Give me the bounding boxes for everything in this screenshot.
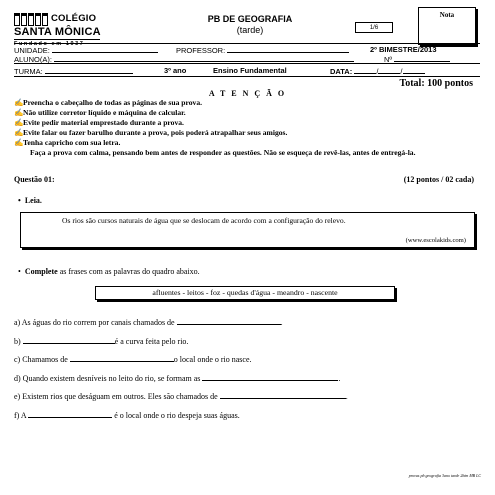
answer-blank-c[interactable] bbox=[70, 353, 174, 362]
attention-item: ✍Não utilize corretor líquido e máquina de calcular. bbox=[14, 108, 186, 117]
reading-textbox bbox=[20, 212, 475, 248]
pencil-hand-icon: ✍ bbox=[14, 98, 24, 107]
attention-item: ✍Tenha capricho com sua letra. bbox=[14, 138, 121, 147]
question-item-b: b) é a curva feita pelo rio. bbox=[14, 337, 189, 346]
aluno-field[interactable]: ALUNO(A): bbox=[14, 54, 354, 64]
pencil-hand-icon: ✍ bbox=[14, 108, 24, 117]
attention-item: ✍Evite falar ou fazer barulho durante a prova, pois poderá atrapalhar seus amigos. bbox=[14, 128, 288, 137]
question-item-c: c) Chamamos de o local onde o rio nasce. bbox=[14, 355, 252, 364]
bimestre-label: 2º BIMESTRE/2013 bbox=[370, 45, 437, 54]
read-instruction: • Leia. bbox=[18, 196, 42, 205]
attention-title: A T E N Ç Ã O bbox=[208, 89, 287, 98]
total-points: Total: 100 pontos bbox=[399, 78, 473, 89]
grade-box bbox=[418, 7, 476, 45]
question-item-e: e) Existem rios que deságuam em outros. Eles são chamados de . bbox=[14, 392, 348, 401]
attention-list bbox=[14, 98, 484, 148]
data-field[interactable]: DATA: / / bbox=[330, 66, 425, 76]
columns-icon bbox=[14, 13, 48, 26]
grade-label: Nota bbox=[439, 11, 455, 19]
page-number: 1/6 bbox=[355, 22, 393, 33]
question-heading: Questão 01: bbox=[14, 175, 55, 184]
attention-item: ✍Preencha o cabeçalho de todas as páginas de sua prova. bbox=[14, 98, 203, 107]
numero-field[interactable]: Nº bbox=[384, 54, 450, 64]
header-rule-bottom bbox=[14, 76, 480, 77]
exam-title: PB DE GEOGRAFIA bbox=[207, 14, 293, 24]
footer-filename: provas pb geografia 3ano tarde 2bim MB LC bbox=[408, 473, 481, 478]
question-item-a: a) As águas do rio correm por canais chamados de . bbox=[14, 318, 283, 327]
header-rule-top bbox=[14, 43, 480, 44]
question-points: (12 pontos / 02 cada) bbox=[403, 175, 474, 184]
header-rule-mid bbox=[14, 63, 480, 64]
ano-label: 3º ano bbox=[164, 66, 187, 75]
answer-blank-d[interactable] bbox=[202, 372, 338, 381]
answer-blank-b[interactable] bbox=[23, 335, 115, 344]
exam-subtitle: (tarde) bbox=[236, 25, 264, 35]
answer-blank-f[interactable] bbox=[28, 409, 112, 418]
answer-blank-e[interactable] bbox=[220, 390, 346, 399]
nivel-label: Ensino Fundamental bbox=[213, 66, 287, 75]
pencil-hand-icon: ✍ bbox=[14, 128, 24, 137]
professor-field[interactable]: PROFESSOR: bbox=[176, 45, 349, 55]
word-bank: afluentes - leitos - foz - quedas d'água - meandro - nascente bbox=[95, 286, 395, 300]
pencil-hand-icon: ✍ bbox=[14, 118, 24, 127]
complete-instruction: • Complete as frases com as palavras do quadro abaixo. bbox=[18, 267, 200, 276]
reading-text: Os rios são cursos naturais de água que se deslocam de acordo com a configuração do relevo. bbox=[62, 216, 346, 225]
turma-field[interactable]: TURMA: bbox=[14, 66, 133, 76]
logo-name-line2: SANTA MÔNICA bbox=[14, 26, 101, 38]
calm-instruction: Faça a prova com calma, pensando bem antes de responder as questões. Não se esqueça de revê-las, antes de entregá-la. bbox=[30, 148, 416, 157]
question-item-d: d) Quando existem desníveis no leito do rio, se formam as . bbox=[14, 374, 341, 383]
reading-source: (www.escolakids.com) bbox=[405, 237, 466, 244]
unidade-field[interactable]: UNIDADE: bbox=[14, 45, 158, 55]
attention-item: ✍Evite pedir material emprestado durante a prova. bbox=[14, 118, 184, 127]
question-item-f: f) A é o local onde o rio despeja suas águas. bbox=[14, 411, 240, 420]
logo-founded: Fundado em 1937 bbox=[14, 41, 85, 47]
logo-name-line1: COLÉGIO bbox=[51, 13, 97, 24]
bullet-icon: • bbox=[18, 267, 21, 276]
pencil-hand-icon: ✍ bbox=[14, 138, 24, 147]
answer-blank-a[interactable] bbox=[177, 316, 281, 325]
bullet-icon: • bbox=[18, 196, 21, 205]
